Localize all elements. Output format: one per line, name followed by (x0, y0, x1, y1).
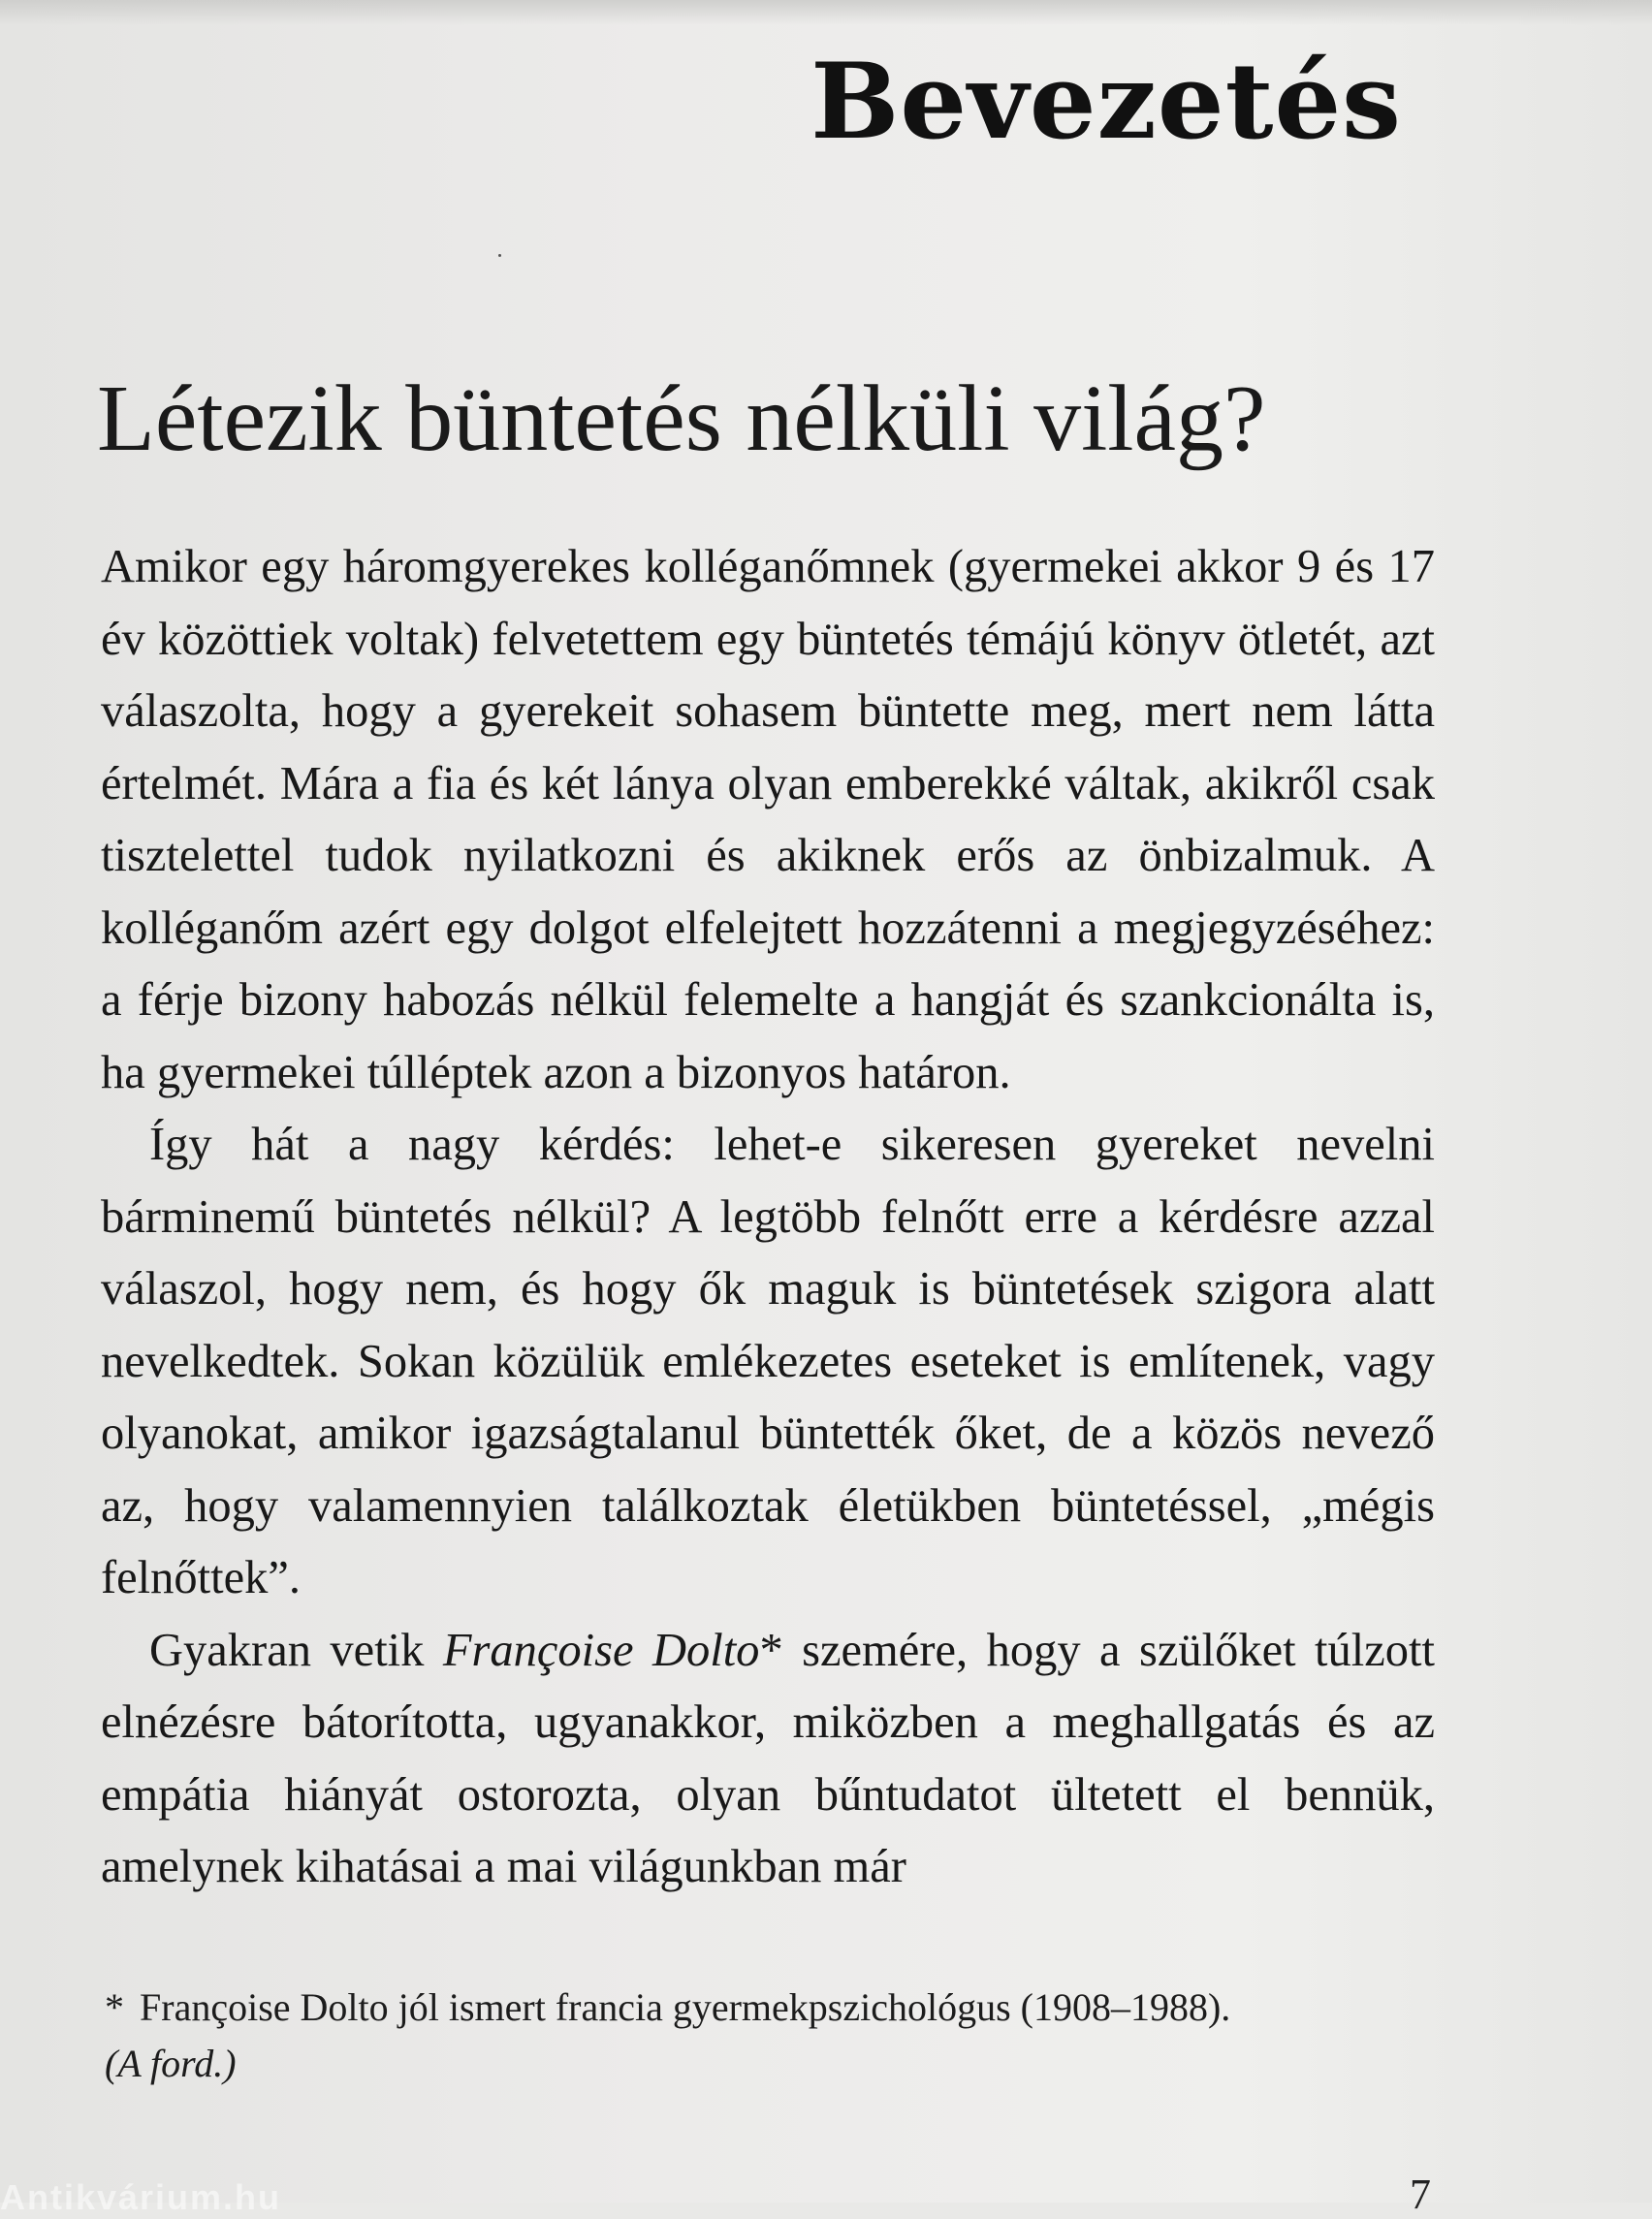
translator-note: (A ford.) (105, 2042, 237, 2085)
print-speck (498, 254, 501, 257)
paragraph-3 (101, 1615, 1435, 1904)
person-name-italic: Françoise Dolto (442, 1624, 760, 1676)
paragraph-3-rest: * szemére, hogy a szülőket túlzott elnézésre bátorította, ugyanakkor, miközben a meghallgatás és az empátia hiányát ostorozta, olyan bűntudatot ültetett el bennük, amelynek kihatásai a mai világunkban már (101, 1624, 1435, 1892)
paragraph-1: Amikor egy háromgyerekes kolléganőmnek (gyermekei akkor 9 és 17 év közöttiek voltak) felvetettem egy büntetés témájú könyv ötletét, azt válaszolta, hogy a gyerekeit sohasem büntette meg, mert nem látta értelmét. Mára a fia és két lánya olyan emberekké váltak, akikről csak tisztelettel tudok nyilatkozni és akiknek erős az önbizalmuk. A kolléganőm azért egy dolgot elfelejtett hozzátenni a megjegyzéséhez: a férje bizony habozás nélkül felemelte a hangját és szankcionálta is, ha gyermekei túlléptek azon a bizonyos határon. (101, 541, 1435, 1098)
page-edge-shadow (0, 0, 1652, 25)
body-text (101, 531, 1435, 1904)
chapter-title: Bevezetés (810, 41, 1402, 163)
watermark: Antikvárium.hu (0, 2177, 282, 2217)
page-number: 7 (1410, 2171, 1431, 2218)
paragraph-2: Így hát a nagy kérdés: lehet-e sikeresen gyereket nevelni bárminemű büntetés nélkül? A legtöbb felnőtt erre a kérdésre azzal válaszol, hogy nem, és hogy ők maguk is büntetések szigora alatt nevelkedtek. Sokan közülük emlékezetes eseteket is említenek, vagy olyanokat, amikor igazságtalanul büntették őket, de a közös nevező az, hogy valamennyien találkoztak életükben büntetéssel, „mégis felnőttek”. (101, 1119, 1435, 1603)
footnote-marker: * (105, 1985, 124, 2029)
footnote (105, 1980, 1443, 2092)
footnote-text: Françoise Dolto jól ismert francia gyermekpszichológus (1908–1988). (140, 1985, 1231, 2029)
section-title: Létezik büntetés nélküli világ? (97, 366, 1266, 471)
paragraph-3-start: Gyakran vetik (149, 1624, 443, 1676)
